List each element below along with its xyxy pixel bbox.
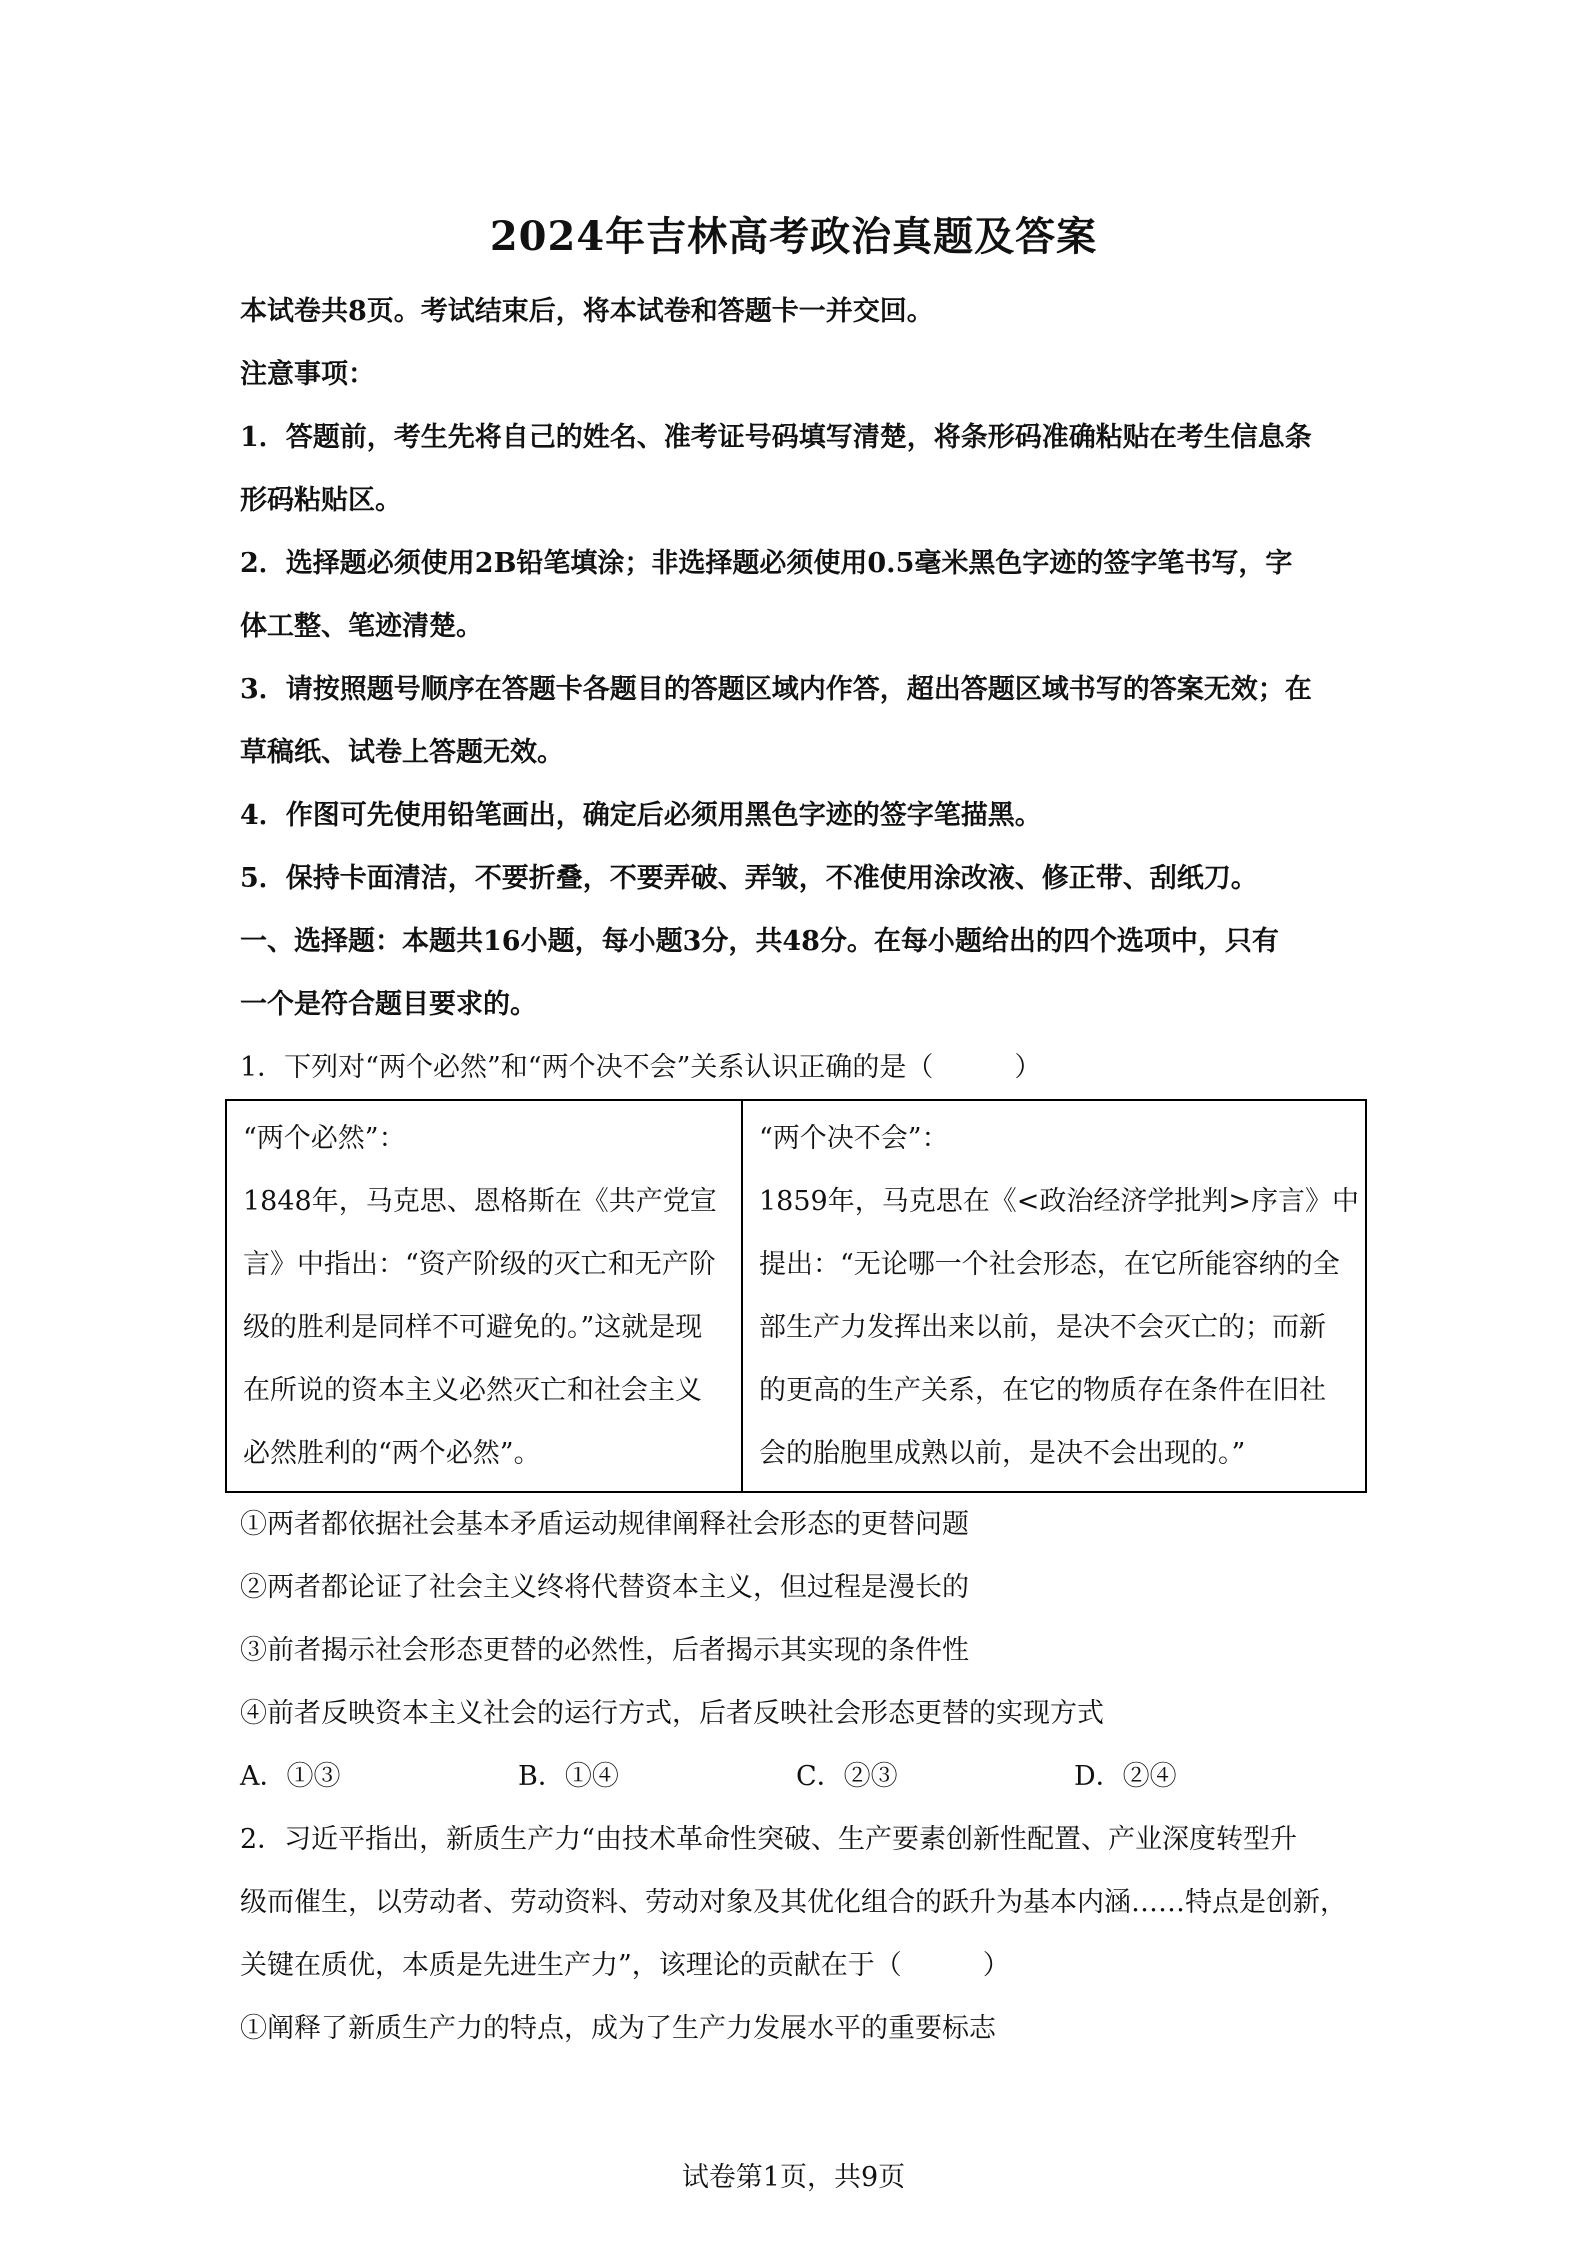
note-line: 2．选择题必须使用2B铅笔填涂；非选择题必须使用0.5毫米黑色字迹的签字笔书写，字 [240,548,1293,579]
cell-line: “两个必然”： [243,1123,406,1154]
note-line: 4．作图可先使用铅笔画出，确定后必须用黑色字迹的签字笔描黑。 [240,800,1042,831]
note-item-2 [240,532,1360,658]
cell-line: 言》中指出：“资产阶级的灭亡和无产阶 [243,1249,716,1280]
table-cell-left [226,1100,742,1492]
cell-line: 在所说的资本主义必然灭亡和社会主义 [243,1375,702,1406]
cell-line: 1848年，马克思、恩格斯在《共产党宣 [243,1186,717,1217]
section-heading [240,910,1360,1036]
stem-line: 级而催生，以劳动者、劳动资料、劳动对象及其优化组合的跃升为基本内涵……特点是创新， [240,1887,1347,1918]
section-line: 一、选择题：本题共16小题，每小题3分，共48分。在每小题给出的四个选项中，只有 [240,926,1279,957]
question-2-stem [240,1808,1360,1997]
stem-line: 2．习近平指出，新质生产力“由技术革命性突破、生产要素创新性配置、产业深度转型升 [240,1824,1297,1855]
cell-line: 级的胜利是同样不可避免的。”这就是现 [243,1312,703,1343]
option-d: D．②④ [1074,1761,1177,1792]
note-item-1 [240,406,1360,532]
section-line: 一个是符合题目要求的。 [240,989,537,1020]
note-line: 体工整、笔迹清楚。 [240,611,483,642]
note-item-3 [240,658,1360,784]
page-title: 2024年吉林高考政治真题及答案 [489,213,1098,260]
intro-line: 本试卷共8页。考试结束后，将本试卷和答题卡一并交回。 [240,296,934,327]
stem-line: 关键在质优，本质是先进生产力”，该理论的贡献在于（ ） [240,1950,1010,1981]
cell-line: 的更高的生产关系，在它的物质存在条件在旧社 [759,1375,1326,1406]
document-body [240,280,1360,2060]
option-a: A．①③ [240,1761,341,1792]
note-item-4 [240,784,1360,847]
notes-heading: 注意事项： [240,359,375,390]
statement-3: ③前者揭示社会形态更替的必然性，后者揭示其实现的条件性 [240,1635,969,1666]
statement-2: ②两者都论证了社会主义终将代替资本主义，但过程是漫长的 [240,1572,969,1603]
note-item-5 [240,847,1360,910]
note-line: 形码粘贴区。 [240,485,402,516]
cell-line: 提出：“无论哪一个社会形态，在它所能容纳的全 [759,1249,1340,1280]
page-footer: 试卷第1页，共9页 [681,2162,906,2193]
note-line: 草稿纸、试卷上答题无效。 [240,737,564,768]
note-line: 5．保持卡面清洁，不要折叠，不要弄破、弄皱，不准使用涂改液、修正带、刮纸刀。 [240,863,1258,894]
cell-line: 会的胎胞里成熟以前，是决不会出现的。” [759,1438,1246,1469]
table-cell-right [742,1100,1366,1492]
question-1-options [240,1745,1360,1808]
cell-line: 必然胜利的“两个必然”。 [243,1438,541,1469]
statement-4: ④前者反映资本主义社会的运行方式，后者反映社会形态更替的实现方式 [240,1698,1104,1729]
question-1-stem: 1．下列对“两个必然”和“两个决不会”关系认识正确的是（ ） [240,1052,1042,1083]
note-line: 3．请按照题号顺序在答题卡各题目的答题区域内作答，超出答题区域书写的答案无效；在 [240,674,1312,705]
question-1-table [225,1099,1367,1493]
cell-line: “两个决不会”： [759,1123,949,1154]
statement-1: ①两者都依据社会基本矛盾运动规律阐释社会形态的更替问题 [240,1509,969,1540]
option-b: B．①④ [518,1761,619,1792]
cell-line: 部生产力发挥出来以前，是决不会灭亡的；而新 [759,1312,1326,1343]
statement-1: ①阐释了新质生产力的特点，成为了生产力发展水平的重要标志 [240,2013,996,2044]
cell-line: 1859年，马克思在《<政治经济学批判>序言》中 [759,1186,1359,1217]
note-line: 1．答题前，考生先将自己的姓名、准考证号码填写清楚，将条形码准确粘贴在考生信息条 [240,422,1312,453]
option-c: C．②③ [796,1761,898,1792]
